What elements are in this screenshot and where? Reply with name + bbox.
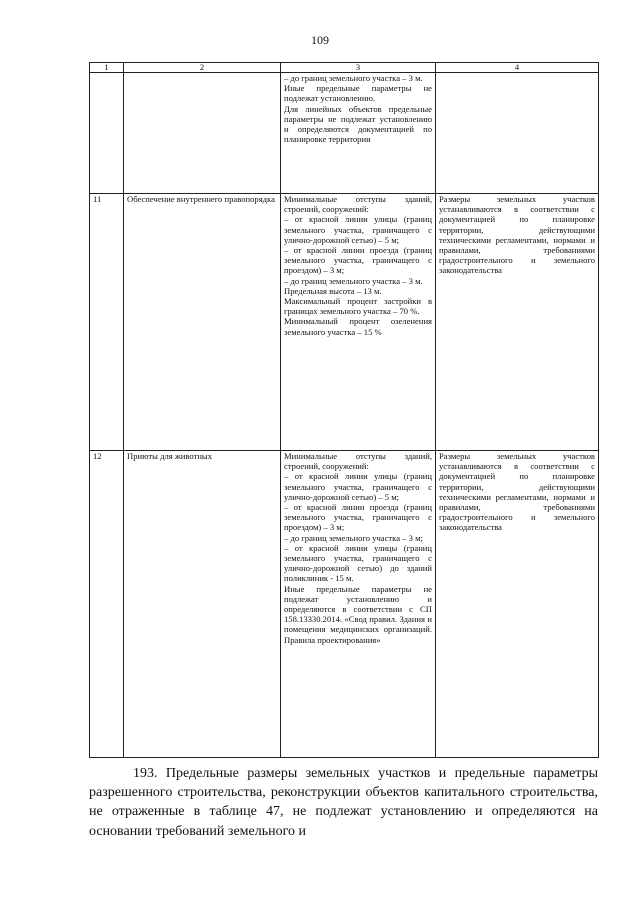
row-name (124, 73, 281, 194)
row-params (281, 73, 436, 194)
param-line: – от красной линии улицы (границ земельного участка, граничащего с улично-дорожной сетью) до зданий поликлиник - 15 м. (284, 542, 432, 584)
table-header-row (90, 63, 599, 73)
row-params (281, 451, 436, 758)
header-cell: 4 (436, 63, 599, 73)
page-number: 109 (311, 33, 329, 47)
row-name: Приюты для животных (124, 451, 281, 758)
table-row (90, 451, 599, 758)
row-name: Обеспечение внутреннего правопорядка (124, 194, 281, 451)
param-line: – до границ земельного участка – 3 м; (284, 532, 423, 543)
param-line: Минимальные отступы зданий, строений, сооружений: (284, 451, 432, 472)
table-row (90, 73, 599, 194)
row-number: 11 (90, 194, 124, 451)
param-line: – от красной линии улицы (границ земельного участка, граничащего с улично-дорожной сетью) – 5 м; (284, 471, 432, 502)
header-cell: 1 (90, 63, 124, 73)
param-line: Предельная высота – 13 м. (284, 285, 382, 296)
row-regulation: Размеры земельных участков устанавливаются в соответствии с документацией по планировке территории, действующими техническими регламентами, нормами и правилами, требованиями градостроительного и земельного законодательства (436, 194, 599, 451)
param-line: Минимальные отступы зданий, строений, сооружений: (284, 194, 432, 215)
row-number: 12 (90, 451, 124, 758)
param-line: Для линейных объектов предельные параметры не подлежат установлению и определяются документацией по планировке территории (284, 103, 432, 145)
footer-text: 193. Предельные размеры земельных участков и предельные параметры разрешенного строительства, реконструкции объектов капитального строительства, не отраженные в таблице 47, не подлежат установлению и определяются на основании требований земельного и (89, 766, 598, 839)
row-number (90, 73, 124, 194)
param-line: Иные предельные параметры не подлежат установлению и определяются в соответствии с СП 158.13330.2014. «Свод правил. Здания и помещения медицинских организаций. Правила проектирования» (284, 583, 432, 645)
param-line: – до границ земельного участка – 3 м. (284, 73, 423, 83)
footer-paragraph (89, 764, 598, 841)
param-line: – от красной линии проезда (границ земельного участка, граничащего с проездом) – 3 м; (284, 502, 432, 533)
row-regulation (436, 73, 599, 194)
param-line: Минимальный процент озеленения земельного участка – 15 % (284, 316, 432, 337)
header-cell: 2 (124, 63, 281, 73)
row-regulation: Размеры земельных участков устанавливаются в соответствии с документацией по планировке территории, действующими техническими регламентами, нормами и правилами, требованиями градостроительного и земельного законодательства (436, 451, 599, 758)
param-line: Максимальный процент застройки в границах земельного участка – 70 %. (284, 296, 432, 317)
param-line: – от красной линии улицы (границ земельного участка, граничащего с улично-дорожной сетью) – 5 м; (284, 214, 432, 245)
header-cell: 3 (281, 63, 436, 73)
row-params (281, 194, 436, 451)
param-line: – до границ земельного участка – 3 м. (284, 275, 423, 286)
table-row (90, 194, 599, 451)
param-line: Иные предельные параметры не подлежат установлению. (284, 83, 432, 104)
param-line: – от красной линии проезда (границ земельного участка, граничащего с проездом) – 3 м; (284, 245, 432, 276)
regulations-table (89, 62, 599, 758)
